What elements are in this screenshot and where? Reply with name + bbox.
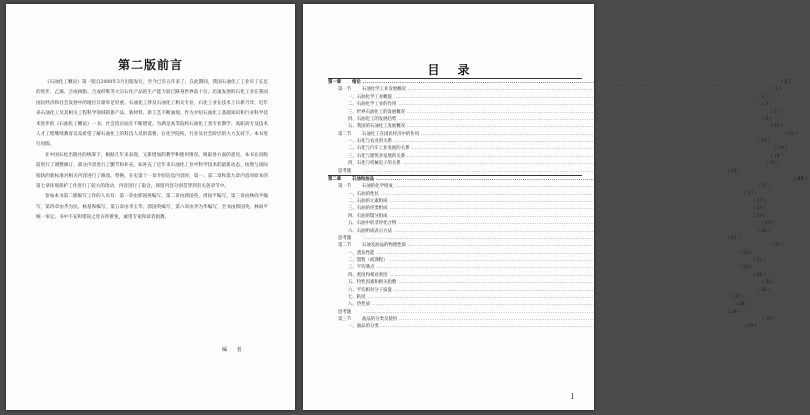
toc-entry-label-group	[328, 309, 362, 316]
toc-entry-title: 三、平均沸点	[348, 265, 375, 271]
toc-entry-item	[328, 160, 782, 167]
toc-entry-page: （ 22 ）	[750, 258, 768, 263]
left-page	[6, 4, 295, 410]
toc-entry-section	[328, 316, 778, 323]
toc-entry-label-group	[328, 138, 392, 145]
toc-dot-leader: ........................................................................................................................................................................................................	[389, 258, 749, 263]
toc-dot-leader: ........................................................................................................................................................................................................	[398, 102, 758, 108]
toc-entry-item	[328, 94, 770, 101]
toc-entry-title: 六、石油组成表示方法	[348, 228, 392, 234]
toc-entry-label-group	[328, 205, 388, 212]
toc-dot-leader: ........................................................................................................................................................................................................	[389, 272, 749, 278]
toc-entry-item	[328, 191, 760, 198]
toc-entry-section	[328, 309, 743, 316]
toc-entry-number: 第一节	[338, 87, 352, 93]
toc-entry-label-group	[328, 94, 392, 101]
toc-entry-item	[328, 116, 774, 123]
toc-dot-leader: ........................................................................................................................................................................................................	[407, 153, 767, 159]
toc-entry-title: 三、石化与建筑业发展的关系	[348, 153, 406, 159]
toc-entry-title: 四、石油化工的发展趋势	[348, 116, 397, 122]
toc-entry-item	[328, 294, 746, 301]
toc-entry-item	[328, 205, 768, 212]
toc-dot-leader: ........................................................................................................................................................................................................	[393, 287, 754, 293]
toc-entry-section	[328, 242, 787, 249]
toc-entry-title: 六、平均相对分子质量	[348, 287, 392, 293]
toc-entry-item	[328, 250, 755, 257]
toc-entry-page: （ 1 ）	[769, 87, 784, 93]
toc-entry-section	[328, 86, 784, 93]
toc-dot-leader: ........................................................................................................................................................................................................	[362, 80, 777, 85]
toc-entry-page: （ 22 ）	[737, 250, 755, 256]
toc-entry-label-group	[328, 294, 366, 301]
toc-entry-title: 石油和油品	[352, 176, 374, 182]
toc-entry-item	[328, 264, 755, 271]
toc-entry-title: 石油化学工业发展概况	[362, 87, 406, 93]
toc-entry-label-group	[328, 109, 405, 116]
toc-entry-page: （ 28 ）	[733, 302, 751, 308]
toc-entry-title: 四、密度和相对密度	[348, 272, 388, 278]
toc-entry-title: 一、蒸发性能	[348, 250, 375, 256]
toc-dot-leader: ........................................................................................................................................................................................................	[399, 317, 759, 322]
toc-dot-leader: ........................................................................................................................................................................................................	[375, 176, 790, 182]
toc-entry-label-group	[328, 264, 374, 271]
preface-paragraph: 参加本书第二版编写工作的人员有：第一章由郭国英编写，第二章由郭国英、周国平编写，第三章由林尚平编写，第四章由齐为民、杨基和编写，第五章由李玉华、郭国英编写，第六章由李为华编写，全书由郭国英、林尚平统一审定。书中不妥和错误之处在所难免，诚望专家和读者指教。	[36, 194, 268, 221]
toc-entry-item	[328, 272, 768, 279]
toc-entry-label-group	[328, 176, 374, 183]
toc-entry-page: （ 1 ）	[778, 80, 794, 85]
toc-entry-page: （ 19 ）	[759, 221, 777, 227]
toc-entry-label-group	[328, 323, 379, 330]
toc-entry-page: （ 29 ）	[741, 324, 760, 330]
toc-dot-leader: ........................................................................................................................................................................................................	[367, 294, 727, 300]
toc-entry-label-group	[328, 191, 379, 198]
toc-entry-item	[328, 153, 786, 160]
toc-entry-title: 八、热性质	[348, 302, 370, 308]
toc-entry-title: 二、石油的元素组成	[348, 199, 388, 204]
toc-entry-page: （ 29 ）	[760, 317, 778, 322]
toc-dot-leader: ........................................................................................................................................................................................................	[411, 146, 771, 152]
toc-entry-item	[328, 257, 768, 264]
toc-entry-page: （ 27 ）	[728, 294, 746, 300]
toc-entry-item	[328, 138, 773, 145]
toc-dot-leader: ........................................................................................................................................................................................................	[407, 124, 767, 130]
toc-entry-page: （ 1 ）	[755, 94, 770, 100]
toc-dot-leader: ........................................................................................................................................................................................................	[398, 116, 758, 122]
toc-entry-label-group	[328, 79, 361, 86]
toc-list	[328, 78, 810, 331]
toc-entry-number: 第二章	[328, 176, 342, 182]
toc-entry-chapter	[328, 175, 810, 183]
toc-entry-label-group	[328, 145, 409, 152]
toc-entry-page: （ 24 ）	[750, 272, 768, 278]
toc-entry-title: 五、特性因素和相关指数	[348, 280, 397, 286]
toc-dot-leader: ........................................................................................................................................................................................................	[380, 324, 740, 330]
toc-entry-page: （ 18 ）	[750, 206, 768, 212]
toc-dot-leader: ........................................................................................................................................................................................................	[389, 206, 749, 212]
toc-entry-label-group	[328, 116, 396, 123]
toc-entry-page: （ 3 ）	[759, 102, 774, 108]
preface-body	[36, 78, 268, 224]
preface-title: 第二版前言	[117, 58, 183, 72]
toc-entry-label-group	[328, 153, 405, 160]
toc-dot-leader: ........................................................................................................................................................................................................	[407, 109, 767, 115]
toc-entry-section	[328, 168, 743, 175]
toc-entry-label-group	[328, 250, 374, 257]
toc-entry-page: （ 17 ）	[791, 176, 810, 182]
toc-entry-section	[328, 235, 743, 242]
toc-dot-leader: ........................................................................................................................................................................................................	[364, 235, 724, 241]
toc-entry-title: 绪论	[352, 80, 361, 85]
toc-title: 目录	[427, 63, 488, 77]
toc-entry-title: 五、石油中的非烃化合物	[348, 221, 397, 227]
toc-entry-label-group	[328, 272, 388, 279]
preface-paragraph: 《石油化工概论》第一版自2000年3月出版发行，至今已有五年多了。在此期间，我国石油化工工业有了长足的进步，乙烯、合成树脂、合成纤维等大宗石化产品的生产能力较已跻身世界前十位。迅速发展的石化工业在我国国民经济和社会发展中的地位日渐举足轻重。石油化工涉及石油化工相关专业，石化工业在技术上日新月异，近年来石油化工及其相关工程科学领域的新产品、新材料、新工艺不断涌现。作为介绍石油化工基础知识和行业科学技术进步的《石油化工概论》一书，社会适应面在不断增宽。为满足高等院校石油化工类专业教学、高职高专及技术人才工程继续教育以及希望了解石油化工的科技人员的需要，在化学院校、行业及社会阶层的大力支持下，本书进行再版。	[36, 80, 268, 148]
toc-entry-label-group	[328, 168, 362, 175]
toc-entry-item	[328, 301, 751, 308]
toc-dot-leader: ........................................................................................................................................................................................................	[421, 131, 781, 137]
toc-entry-item	[328, 220, 777, 227]
preface-signature: 编 者	[222, 347, 246, 353]
toc-entry-page: （ 16 ）	[725, 168, 743, 174]
toc-dot-leader: ........................................................................................................................................................................................................	[398, 221, 758, 227]
toc-entry-number: 第一节	[338, 184, 352, 190]
toc-entry-title: 一、石化与农业的关系	[348, 139, 392, 144]
toc-entry-title: 七、粘度	[348, 294, 366, 300]
toc-entry-page: （ 8 ）	[759, 116, 774, 122]
toc-entry-label-group	[328, 213, 388, 220]
toc-entry-title: 石油及油品的物理性质	[362, 243, 406, 249]
toc-entry-title: 二、石化与汽车工业发展的关系	[348, 146, 410, 152]
toc-entry-number: 思考题	[338, 309, 352, 315]
toc-entry-page: （ 26 ）	[755, 287, 773, 293]
toc-dot-leader: ........................................................................................................................................................................................................	[364, 168, 724, 174]
preface-paragraph: 在中国石化出版社的统筹下，根据几年来表现，又新增加的教学和使用情况，吸取各方面的意见，本书在再版前进行了调整修订，部分内容进行了删节和补充。如补充了近年来石油化工业中科学技术的最新动态，按照与国际接轨的新标准对相关内容进行了修改、替换。在史第十一章介绍信息内容时，第一、第二章和第九章内容对原来的第七章环境保护工作进行了较大的改动，内容进行了取舍，保留内容分别贯穿到有关各章节中。	[36, 152, 268, 190]
toc-entry-label-group	[328, 257, 388, 264]
toc-entry-item	[328, 109, 783, 116]
toc-dot-leader: ........................................................................................................................................................................................................	[393, 228, 754, 234]
toc-entry-number: 思考题	[338, 168, 352, 174]
toc-entry-label-group	[328, 301, 370, 308]
toc-entry-page: （ 13 ）	[755, 139, 773, 144]
toc-entry-label-group	[328, 131, 419, 138]
toc-dot-leader: ........................................................................................................................................................................................................	[394, 184, 754, 190]
toc-entry-number: 思考题	[338, 235, 352, 241]
toc-entry-page: （ 17 ）	[741, 191, 760, 197]
toc-dot-leader: ........................................................................................................................................................................................................	[407, 87, 768, 93]
toc-entry-label-group	[328, 86, 406, 93]
toc-entry-title: 石油化工在国民经济中的作用	[362, 131, 420, 137]
toc-entry-label-group	[328, 160, 401, 167]
toc-entry-label-group	[328, 316, 397, 323]
toc-entry-page: （ 5 ）	[768, 109, 783, 115]
toc-entry-item	[328, 145, 790, 152]
toc-dot-leader: ........................................................................................................................................................................................................	[389, 213, 749, 219]
page-number: I	[571, 393, 574, 401]
toc-dot-leader: ........................................................................................................................................................................................................	[380, 191, 740, 197]
toc-entry-item	[328, 287, 773, 294]
toc-entry-label-group	[328, 228, 392, 235]
toc-entry-label-group	[328, 101, 396, 108]
toc-entry-page: （ 20 ）	[755, 228, 773, 234]
toc-entry-label-group	[328, 242, 406, 249]
toc-dot-leader: ........................................................................................................................................................................................................	[376, 250, 736, 256]
right-page	[303, 4, 810, 410]
toc-entry-title: 五、我国的石油化工发展概况	[348, 124, 406, 130]
toc-entry-item	[328, 323, 760, 330]
toc-entry-chapter	[328, 78, 794, 86]
toc-entry-page: （ 13 ）	[782, 131, 800, 137]
toc-entry-page: （ 29 ）	[725, 309, 743, 315]
toc-entry-page: （ 25 ）	[759, 280, 777, 286]
toc-entry-label-group	[328, 279, 396, 286]
toc-entry-title: 二、石油化学工业的作用	[348, 102, 397, 108]
toc-entry-label-group	[328, 198, 388, 205]
toc-entry-page: （ 10 ）	[768, 124, 786, 130]
toc-entry-item	[328, 279, 777, 286]
toc-entry-label-group	[328, 183, 393, 190]
toc-entry-page: （ 19 ）	[750, 213, 768, 219]
toc-entry-section	[328, 183, 774, 190]
toc-entry-page: （ 17 ）	[750, 199, 768, 204]
toc-entry-item	[328, 198, 768, 205]
toc-entry-title: 三、世界石油化工的发展概况	[348, 109, 406, 115]
toc-entry-title: 二、馏程（或沸程）	[348, 258, 388, 263]
toc-entry-page: （ 23 ）	[737, 265, 755, 271]
toc-entry-page: （ 14 ）	[768, 153, 786, 159]
toc-entry-page: （ 17 ）	[755, 184, 774, 190]
toc-entry-title: 一、石油的性状	[348, 191, 379, 197]
toc-dot-leader: ........................................................................................................................................................................................................	[376, 265, 736, 271]
toc-entry-label-group	[328, 287, 392, 294]
toc-entry-page: （ 14 ）	[772, 146, 790, 152]
toc-dot-leader: ........................................................................................................................................................................................................	[393, 139, 754, 144]
toc-entry-title: 三、石油的烃类组成	[348, 206, 388, 212]
toc-entry-label-group	[328, 220, 396, 227]
toc-entry-label-group	[328, 123, 405, 130]
toc-entry-title: 一、油品的分类	[348, 324, 379, 330]
toc-entry-number: 第二节	[338, 131, 352, 137]
toc-entry-number: 第三节	[338, 317, 352, 322]
toc-entry-section	[328, 131, 800, 138]
toc-entry-item	[328, 228, 773, 235]
toc-dot-leader: ........................................................................................................................................................................................................	[402, 161, 762, 167]
toc-dot-leader: ........................................................................................................................................................................................................	[389, 199, 749, 204]
toc-dot-leader: ........................................................................................................................................................................................................	[393, 94, 754, 100]
toc-entry-title: 一、石油化学工业概貌	[348, 94, 392, 100]
toc-entry-title: 四、石油的馏分组成	[348, 213, 388, 219]
toc-entry-page: （ 21 ）	[725, 235, 743, 241]
toc-dot-leader: ........................................................................................................................................................................................................	[398, 280, 758, 286]
toc-entry-title: 石油的化学组成	[362, 184, 393, 190]
toc-dot-leader: ........................................................................................................................................................................................................	[371, 302, 732, 308]
toc-entry-label-group	[328, 235, 362, 242]
toc-dot-leader: ........................................................................................................................................................................................................	[407, 243, 768, 249]
toc-entry-number: 第一章	[328, 80, 342, 85]
toc-entry-item	[328, 101, 774, 108]
toc-entry-page: （ 15 ）	[763, 161, 782, 167]
toc-entry-title: 油品的分类及使用	[362, 317, 398, 322]
toc-entry-title: 四、石化与机械电子的关系	[348, 161, 401, 167]
toc-entry-number: 第二节	[338, 243, 352, 249]
toc-entry-item	[328, 123, 786, 130]
toc-entry-page: （ 21 ）	[769, 243, 787, 249]
toc-entry-item	[328, 213, 768, 220]
toc-dot-leader: ........................................................................................................................................................................................................	[364, 309, 724, 315]
